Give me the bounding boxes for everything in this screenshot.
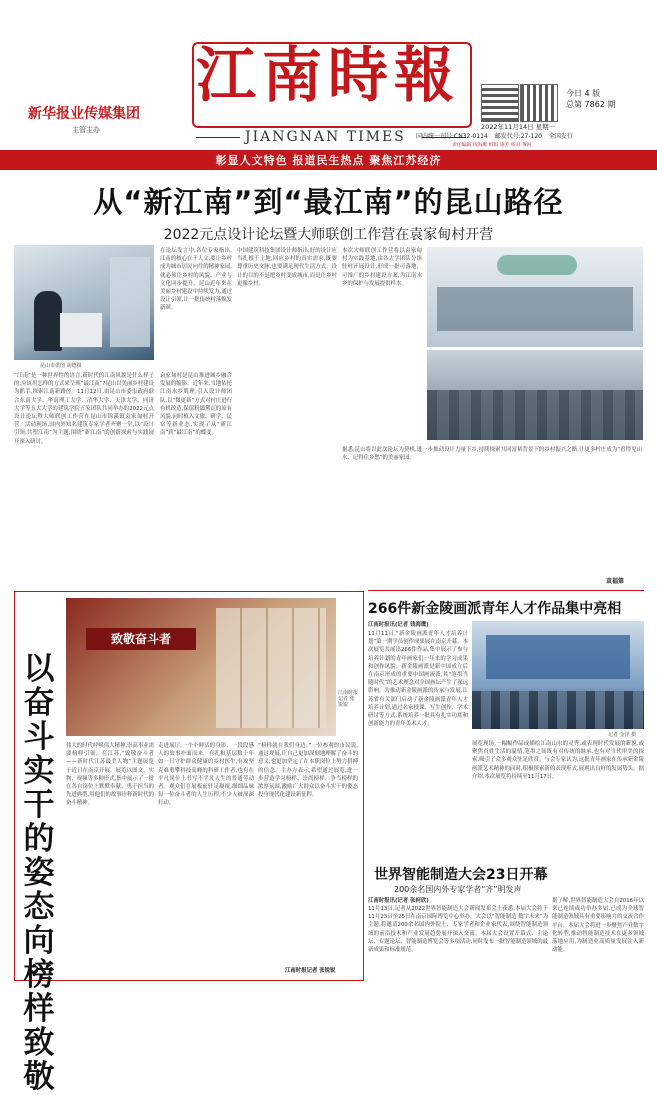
date-line: 2022年11月14日 星期一 — [481, 123, 556, 131]
lead-subheadline: 2022元点设计论坛暨大师联创工作营在袁家甸村开营 — [163, 227, 494, 243]
editor-line: 责任编辑 钱海鹰 组版 施芳 校对 黄河 — [452, 143, 532, 148]
feature-title-text: 以奋斗实干的姿态向榜样致敬 — [23, 651, 55, 1095]
lead-headline: 从“新江南”到“最江南”的昆山路径 — [93, 185, 564, 219]
lead-col-1: “江南”是一种世界性的语言,新时代的江南风貌是什么样子的,应该用怎样的方式来呈现“最江南”?昆山以美丽乡村建设为抓手,探索江南新路径。11月12日,由昆山市委市政府联合东南大学、华南理工大学、清华大学、天津大学、同济大学等五大大学的建筑学院五家团队共同举办的2022元点设计论坛暨大师联创工作营在昆山市锦溪镇袁家甸村开营。活动现场,国内外知名建筑专家学者齐聚一堂,以“设计引领,共塑江南”为主题,围绕“新江南”的创新探索与实践展开深入研讨。 — [14, 373, 154, 445]
feature-col-3: “榜样就在我们身边。”一位参观的市民说,通过观展,让自己更加深刻地理解了奋斗的意义,也更加坚定了在本职岗位上努力拼搏的信念。主办方表示,希望通过展览,进一步营造学习榜样、崇尚榜样、争当榜样的浓厚氛围,激励广大群众以奋斗实干的姿态投身现代化建设新征程。 — [258, 743, 358, 799]
feature-col-1: 伟大的时代呼唤伟大精神,崇高事业需要榜样引领。在江苏,“致敬奋斗者——新时代江苏最美人物”主题展览于近日在南京开展。展览以图文、实物、视频等多种形式,集中展示了一批在各自岗位上默默奉献、勇于担当的先进典型,用他们的故事诠释新时代的奋斗精神。 — [66, 743, 154, 807]
lead-col-5: 本次大师联创工作营将以袁家甸村为实践基地,由各大学团队分组驻村开展设计,形成一批可落地、可推广的乡村建设方案,为江南水乡的保护与发展提供样本。 — [342, 248, 422, 287]
feature-col-2: 走进展厅,一个个鲜活的身影、一段段感人的故事扑面而来。有扎根基层数十年如一日守护群众健康的乡村医生,有攻坚克难勇攀科技高峰的科研工作者,也有在平凡岗位上书写不平凡人生的普通劳动者。观众们在展板前驻足凝视,细细品味每一位奋斗者的人生历程,不少人被深深打动。 — [158, 743, 254, 807]
lead-photo-forum — [427, 247, 643, 347]
qr-code-1 — [481, 84, 519, 122]
masthead-title: 江南時報 — [196, 41, 460, 111]
story3-subtitle: 200余名国内外专家学者“齐”明发声 — [394, 885, 522, 894]
story2-title: 266件新金陵画派青年人才作品集中亮相 — [368, 601, 622, 617]
masthead-title-en: JIANGNAN TIMES — [245, 129, 406, 145]
lead-author: 袁福第 — [606, 578, 625, 585]
post-code: 邮发代号:27-120 — [494, 133, 542, 140]
issue-info — [566, 88, 656, 110]
story3-col-1: 11月13日,记者从2022世界智能制造大会新闻发布会上获悉,本届大会将于11月23日至25日在南京国际博览中心举办。大会以“智能制造 数字未来”为主题,将邀请200余名国内外院士、专家学者和企业家代表,围绕智能制造领域的前沿技术和产业发展趋势展开深入交流。本届大会设置开幕式、主论坛、专题论坛、智能制造博览会等多项活动,同时发布一批智能制造领域的最新成果和标准规范。 — [368, 906, 548, 954]
feature-byline: 江南时报记者 张锐锐 — [285, 968, 336, 974]
lead-photo-audience — [427, 350, 643, 440]
issue-number: 总第 7862 期 — [566, 100, 616, 109]
lead-col-6: 据悉,昆山将以此次论坛为契机,进一步推动设计力量下乡,持续探索共同富裕背景下的乡村振兴之路,让更多村庄成为“看得见山水、记得住乡愁”的美丽家园。 — [342, 447, 642, 462]
group-sub: 主管主办 — [72, 126, 100, 134]
feature-photo — [66, 598, 336, 736]
lead-photo-speaker — [14, 245, 154, 360]
story2-col-2: 展览现场,一幅幅作品或描绘江南山水的灵秀,或表现时代发展的新貌,或聚焦百姓生活的温情,笔墨之间既有对传统的继承,也有对当代审美的探索,吸引了众多观众驻足欣赏。与会专家认为,这批青年画家在传承新金陵画派艺术精神的同时,积极探索新的表现形式,展现出良好的发展势头。据介绍,本次展览将持续至11月17日。 — [472, 741, 644, 780]
slogan-text: 彰显人文特色 报道民生热点 聚焦江苏经济 — [215, 154, 442, 167]
story2-photo — [472, 621, 644, 729]
lead-photo-caption: 昆山市供图 胡德摄 — [40, 363, 82, 369]
story2-byline: 江南时报讯(记者 钱海鹰) — [368, 622, 429, 628]
feature-banner — [86, 628, 196, 650]
lead-col-4: 中国建筑科技集团设计师指出,好的设计应当扎根于土地,回应乡村的真实需求,既要尊重历史文脉,也要满足现代生活方式。设计的目的不是把乡村变成城市,而是让乡村更像乡村。 — [237, 248, 337, 287]
qr-code-2 — [520, 84, 558, 122]
publication-codes — [416, 131, 573, 140]
masthead-rule-left — [196, 137, 240, 138]
story3-byline: 江南时报讯(记者 张柯欣) — [368, 898, 429, 904]
story2-col-1: 11月11日,“新金陵画派青年人才培养计划”第一期学员创作成果展在南京开幕。本次展览共展出266件作品,集中展示了参与培养计划的青年画家们一年来的学习成果和创作风貌。新金陵画派是新中国成立后在南京形成的重要中国画流派,其“笔墨当随时代”的艺术理念对全国画坛产生了深远影响。为推动新金陵画派的传承与发展,江苏省有关部门启动了新金陵画派青年人才培养计划,通过名家授课、写生创作、学术研讨等方式,系统培养一批具有扎实功底和创新能力的青年美术人才。 — [368, 631, 468, 728]
story3-title: 世界智能制造大会23日开幕 — [374, 867, 548, 883]
cn-code: 国内统一刊号:CN32-0114 — [416, 133, 488, 140]
story2-photo-caption: 记者 金泽 摄 — [608, 732, 637, 738]
story2-top-rule — [368, 590, 644, 591]
group-logo — [28, 103, 178, 135]
distribution: 全国发行 — [548, 133, 573, 140]
lead-col-3: 袁家甸村是昆山推进城乡融合发展的缩影。近年来,当地依托江南水乡肌理,引入设计师团队,以“微更新”方式对村庄进行有机改造,保留粉墙黛瓦的原有风貌,同时植入文旅、研学、民宿等新业态,实现了从“新江南”到“最江南”的蝶变。 — [160, 373, 232, 437]
feature-photo-caption: 江南时报记者 张锐锐 — [338, 690, 359, 708]
feature-banner-text: 致敬奋斗者 — [110, 632, 171, 646]
lead-col-2: 在论坛发言中,各位专家指出,江南的核心在于人文,要让乡村成为城市居民向往的精神家园,就必须让乡村的风貌、产业与文化同步提升。昆山近年来在美丽乡村建设中持续发力,通过设计引领,让一批传统村落焕发新颜。 — [160, 248, 232, 312]
group-logo-text: 新华报业传媒集团 — [28, 106, 140, 122]
issue-pages: 今日 4 版 — [566, 89, 601, 98]
story3-col-2: 据了解,世界智能制造大会自2016年以来已连续成功举办多届,已成为全球智能制造领域具有重要影响力的交流合作平台。本届大会将进一步聚焦产业数字化转型,推动智能制造技术在更多领域落地应用,为制造业高质量发展注入新动能。 — [552, 898, 644, 954]
